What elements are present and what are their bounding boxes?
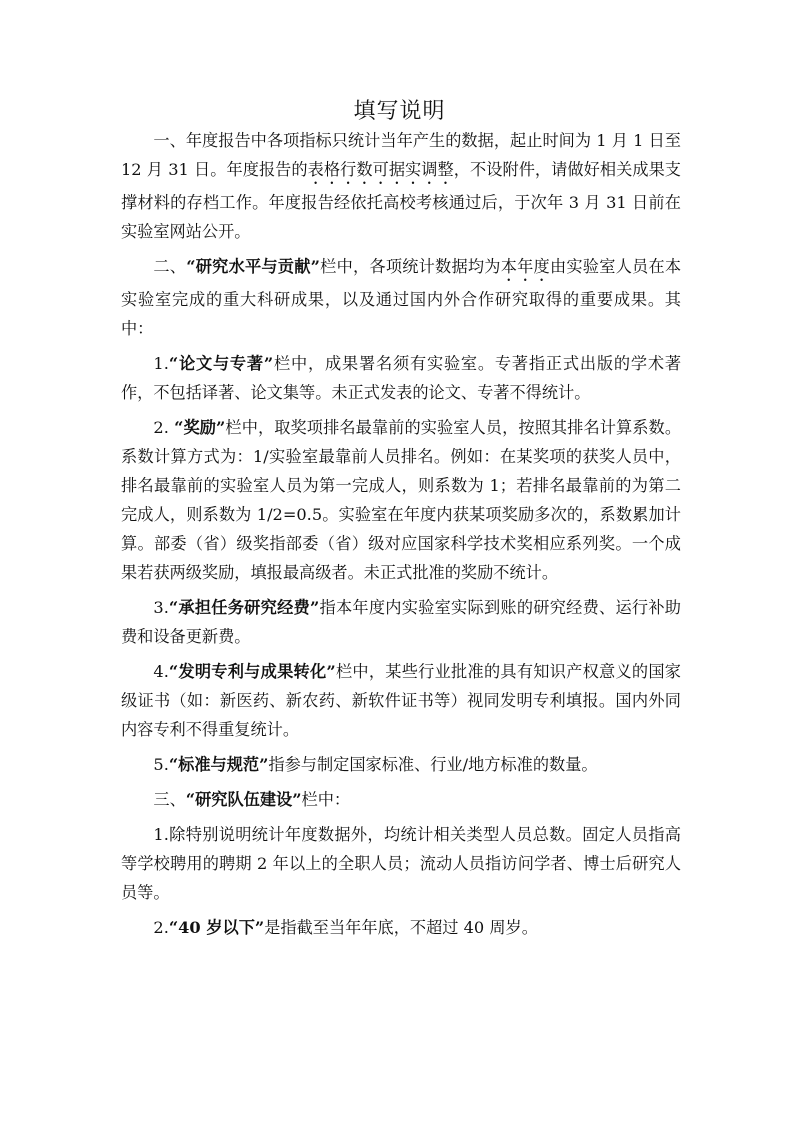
- text-run: 1.: [153, 354, 169, 373]
- text-run: 三、: [153, 790, 186, 809]
- bold-term: “40 岁以下”: [168, 918, 265, 937]
- bold-term: “论文与专著”: [168, 354, 274, 373]
- text-run: 3.: [153, 598, 169, 617]
- text-run: 二、: [153, 257, 187, 276]
- page-title: 填写说明: [353, 99, 446, 124]
- bold-term: “标准与规范”: [168, 755, 269, 774]
- text-run: 指参与制定国家标准、行业/地方标准的数量。: [268, 755, 598, 774]
- paragraph-3: [121, 349, 681, 407]
- bold-term: “承担任务研究经费”: [168, 598, 320, 617]
- bold-term: “研究队伍建设”: [185, 790, 302, 809]
- text-run: 栏中：: [301, 790, 351, 809]
- bold-term: “发明专利与成果转化”: [168, 662, 336, 681]
- bold-term: “研究水平与贡献”: [186, 257, 320, 276]
- text-run: 栏中，取奖项排名最靠前的实验室人员，按照其排名计算系数。系数计算方式为：1/实验室最靠前人员排名。例如：在某奖项的获奖人员中，排名最靠前的实验室人员为第一完成人，则系数为 1；若排名最靠前的为第二完成人，则系数为 1/2=0.5。实验室在年度内获某项奖励多次的，系数累加计算。部委（省）级奖指部委（省）级对应国家科学技术奖相应系列奖。一个成果若获两级奖励，填报最高级者。未正式批准的奖励不统计。: [121, 418, 682, 582]
- text-run: 2.: [153, 918, 169, 937]
- text-run: 由实验室人员在本实验室完成的重大科研成果，以及通过国内外合作研究取得的重要成果。其中：: [121, 257, 682, 338]
- text-run: 一、年度报告中各项指标只统计当年产生的数据，起止时间为 1 月 1 日至 12 月 31 日。年度报告的: [121, 131, 681, 179]
- text-run: 栏中，成果署名须有实验室。专著指正式出版的学术著作，不包括译著、论文集等。未正式发表的论文、专著不得统计。: [121, 354, 682, 402]
- text-run: 是指截至当年年底，不超过 40 周岁。: [264, 918, 538, 937]
- text-run: 2.: [153, 418, 175, 437]
- paragraph-5: [121, 593, 681, 651]
- text-run: 5.: [153, 755, 169, 774]
- paragraph-2: [121, 252, 681, 343]
- document-body: [121, 126, 681, 942]
- text-run: 4.: [153, 662, 169, 681]
- paragraph-10: [121, 913, 681, 942]
- text-run: 栏中，某些行业批准的具有知识产权意义的国家级证书（如：新医药、新农药、新软件证书等）视同发明专利填报。国内外同内容专利不得重复统计。: [121, 662, 681, 739]
- text-run: 1.除特别说明统计年度数据外，均统计相关类型人员总数。固定人员指高等学校聘用的聘期 2 年以上的全职人员；流动人员指访问学者、博士后研究人员等。: [121, 825, 681, 902]
- text-run: ，不设附件，请做好相关成果支撑材料的存档工作。年度报告经依托高校考核通过后，于次年 3 月 31 日前在实验室网站公开。: [121, 160, 681, 241]
- paragraph-1: [121, 126, 681, 246]
- paragraph-4: [121, 413, 681, 587]
- bold-term: “奖励”: [174, 418, 226, 437]
- paragraph-6: [121, 657, 681, 744]
- paragraph-9: [121, 820, 681, 907]
- emphasis-dotted-text: 本年度: [500, 257, 550, 276]
- text-run: 栏中，各项统计数据均为: [319, 257, 501, 276]
- text-run: 指本年度内实验室实际到账的研究经费、运行补助费和设备更新费。: [121, 598, 681, 646]
- paragraph-7: [121, 750, 681, 779]
- paragraph-8: [121, 785, 681, 814]
- emphasis-dotted-text: 表格行数可据实调整: [307, 160, 454, 179]
